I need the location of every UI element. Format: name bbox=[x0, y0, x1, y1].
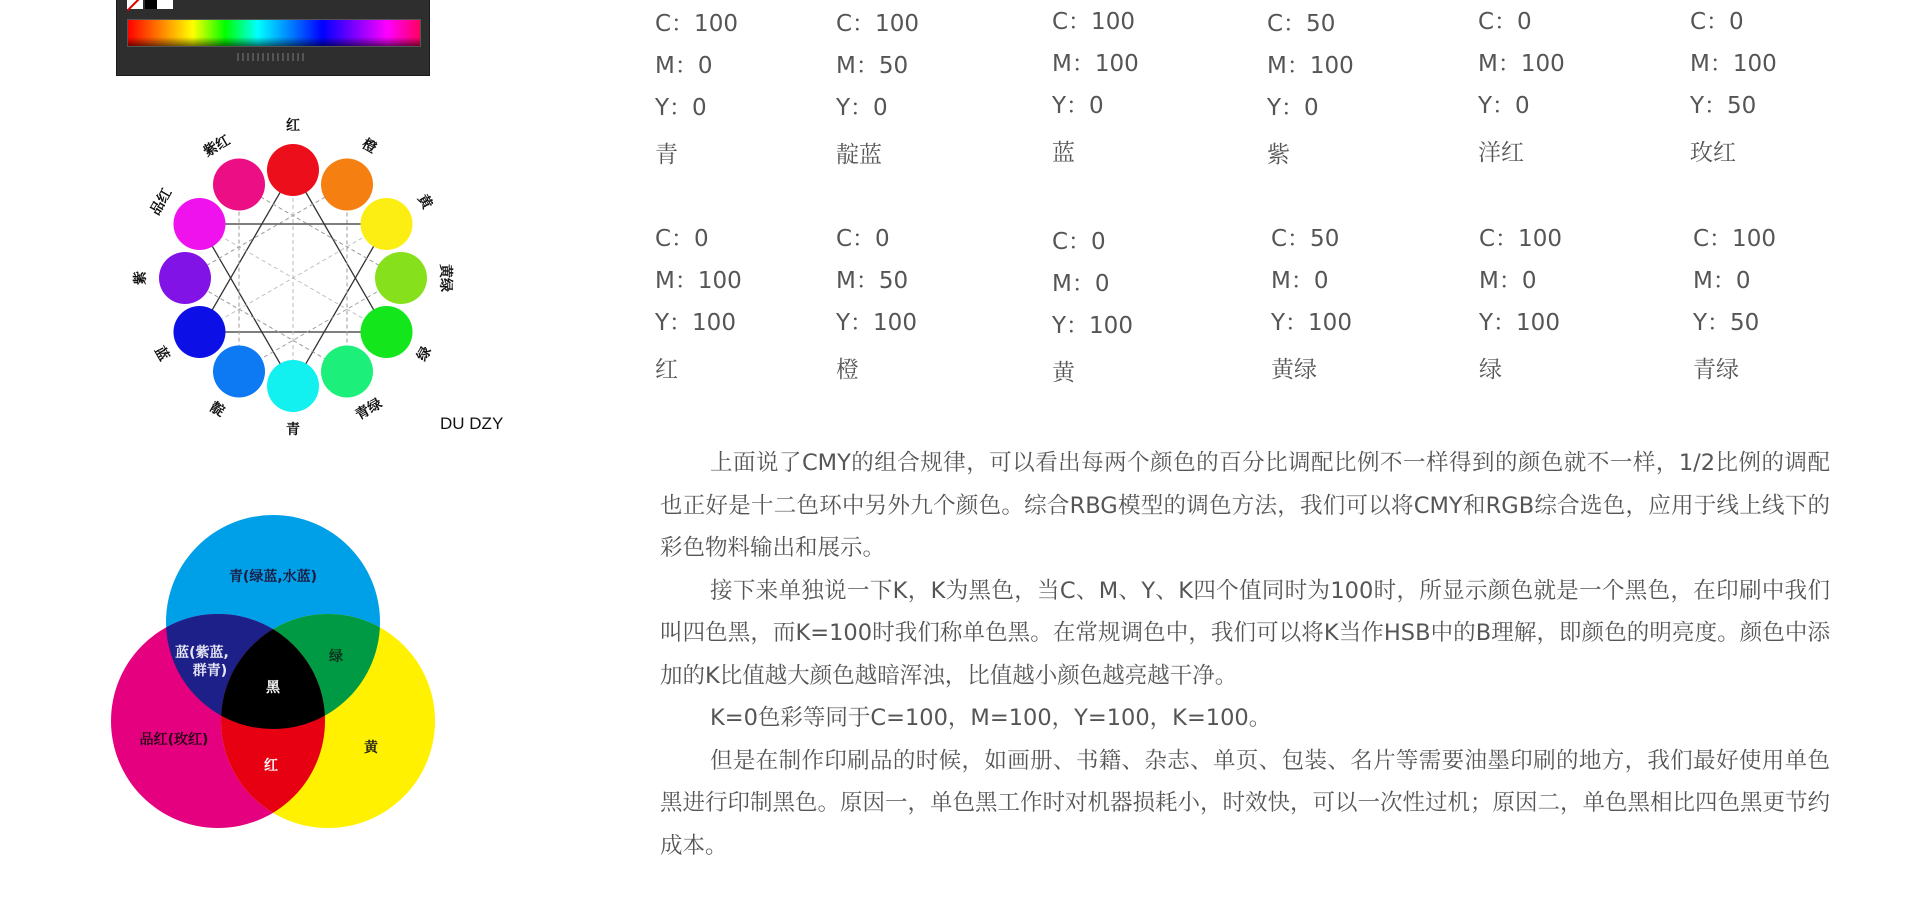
y-value: Y：100 bbox=[1271, 310, 1352, 336]
color-name: 橙 bbox=[836, 357, 859, 383]
color-picker-panel bbox=[116, 0, 430, 76]
c-value: C：100 bbox=[655, 11, 738, 37]
wheel-swatch-3 bbox=[375, 252, 427, 304]
m-value: M：0 bbox=[655, 53, 713, 79]
y-value: Y：100 bbox=[1052, 313, 1133, 339]
color-name: 玫红 bbox=[1690, 140, 1736, 166]
venn-label-blue-2: 群青) bbox=[192, 663, 228, 679]
y-value: Y：100 bbox=[836, 310, 917, 336]
c-value: C：100 bbox=[836, 11, 919, 37]
m-value: M：0 bbox=[1052, 271, 1110, 297]
wheel-label-4: 绿 bbox=[414, 343, 436, 365]
m-value: M：100 bbox=[655, 268, 742, 294]
wheel-label-0: 红 bbox=[286, 118, 300, 134]
m-value: M：0 bbox=[1479, 268, 1537, 294]
wheel-swatch-5 bbox=[321, 346, 373, 398]
m-value: M：100 bbox=[1267, 53, 1354, 79]
c-value: C：50 bbox=[1271, 226, 1340, 252]
wheel-label-11: 紫红 bbox=[200, 132, 234, 161]
wheel-label-6: 青 bbox=[286, 422, 300, 438]
c-value: C：100 bbox=[1052, 9, 1135, 35]
wheel-swatch-4 bbox=[361, 306, 413, 358]
wheel-swatch-10 bbox=[173, 198, 225, 250]
cmy-venn-diagram bbox=[110, 515, 450, 835]
color-name: 黄 bbox=[1052, 360, 1075, 386]
y-value: Y：0 bbox=[1478, 93, 1530, 119]
cmy-cell-red bbox=[655, 218, 742, 385]
c-value: C：0 bbox=[836, 226, 890, 252]
c-value: C：100 bbox=[1693, 226, 1776, 252]
color-name: 黄绿 bbox=[1271, 357, 1317, 383]
cmy-cell-indigo bbox=[836, 3, 919, 170]
venn-label-yellow: 黄 bbox=[364, 740, 378, 756]
wheel-swatch-9 bbox=[159, 252, 211, 304]
y-value: Y：100 bbox=[655, 310, 736, 336]
wheel-label-9: 紫 bbox=[133, 271, 149, 285]
wheel-swatch-1 bbox=[321, 158, 373, 210]
wheel-credit: DU DZY bbox=[440, 414, 504, 433]
wheel-swatch-0 bbox=[267, 144, 319, 196]
venn-label-red: 红 bbox=[264, 758, 278, 774]
color-name: 青 bbox=[655, 142, 678, 168]
venn-label-blue: 蓝(紫蓝, bbox=[175, 645, 229, 661]
m-value: M：0 bbox=[1271, 268, 1329, 294]
y-value: Y：50 bbox=[1693, 310, 1760, 336]
wheel-label-3: 黄绿 bbox=[437, 264, 453, 292]
color-name: 靛蓝 bbox=[836, 142, 882, 168]
color-name: 洋红 bbox=[1478, 140, 1524, 166]
c-value: C：50 bbox=[1267, 11, 1336, 37]
color-spectrum-bar bbox=[127, 19, 421, 47]
cmy-cell-blue bbox=[1052, 1, 1139, 168]
cmy-cell-orange bbox=[836, 218, 917, 385]
m-value: M：100 bbox=[1478, 51, 1565, 77]
cmy-cell-green bbox=[1479, 218, 1562, 385]
y-value: Y：100 bbox=[1479, 310, 1560, 336]
color-name: 紫 bbox=[1267, 142, 1290, 168]
no-color-swatch bbox=[127, 0, 143, 9]
cmy-cell-magenta bbox=[1478, 1, 1565, 168]
y-value: Y：0 bbox=[836, 95, 888, 121]
black-swatch bbox=[145, 0, 157, 9]
c-value: C：100 bbox=[1479, 226, 1562, 252]
venn-label-green: 绿 bbox=[329, 649, 343, 665]
paragraph-k-equivalence: K=0色彩等同于C=100，M=100，Y=100，K=100。 bbox=[710, 705, 1272, 731]
wheel-label-10: 品红 bbox=[147, 185, 176, 219]
paragraph-printing: 但是在制作印刷品的时候，如画册、书籍、杂志、单页、包装、名片等需要油墨印刷的地方，我们最好使用单色黑进行印制黑色。原因一，单色黑工作时对机器损耗小，时效快，可以一次性过机；原因二，单色黑相比四色黑更节约成本。 bbox=[660, 747, 1831, 859]
paragraph-cmy-rule: 上面说了CMY的组合规律，可以看出每两个颜色的百分比调配比例不一样得到的颜色就不一样，1/2比例的调配也正好是十二色环中另外九个颜色。综合RBG模型的调色方法，我们可以将CMY和RGB综合选色，应用于线上线下的彩色物料输出和展示。 bbox=[660, 450, 1830, 561]
m-value: M：50 bbox=[836, 53, 909, 79]
wheel-label-5: 青绿 bbox=[352, 395, 386, 424]
wheel-swatch-2 bbox=[361, 198, 413, 250]
cmy-cell-purple bbox=[1267, 3, 1354, 170]
cmy-cell-yellow-green bbox=[1271, 218, 1352, 385]
cmy-cell-cyan-green bbox=[1693, 218, 1776, 385]
wheel-label-2: 黄 bbox=[414, 191, 436, 213]
wheel-swatch-7 bbox=[213, 346, 265, 398]
cmy-cell-cyan bbox=[655, 3, 738, 170]
wheel-swatch-8 bbox=[173, 306, 225, 358]
wheel-swatch-6 bbox=[267, 360, 319, 412]
y-value: Y：0 bbox=[1267, 95, 1319, 121]
m-value: M：0 bbox=[1693, 268, 1751, 294]
venn-label-magenta: 品红(玫红) bbox=[139, 732, 209, 748]
y-value: Y：0 bbox=[655, 95, 707, 121]
twelve-color-wheel bbox=[110, 100, 453, 450]
m-value: M：50 bbox=[836, 268, 909, 294]
c-value: C：0 bbox=[1478, 9, 1532, 35]
wheel-swatch-11 bbox=[213, 158, 265, 210]
white-swatch bbox=[157, 0, 173, 9]
panel-grip bbox=[237, 53, 307, 61]
m-value: M：100 bbox=[1052, 51, 1139, 77]
color-name: 蓝 bbox=[1052, 140, 1075, 166]
y-value: Y：0 bbox=[1052, 93, 1104, 119]
c-value: C：0 bbox=[1052, 229, 1106, 255]
venn-label-black: 黑 bbox=[266, 680, 280, 696]
article-body bbox=[660, 442, 1830, 867]
cmy-cell-yellow bbox=[1052, 221, 1133, 388]
color-name: 青绿 bbox=[1693, 357, 1739, 383]
color-name: 绿 bbox=[1479, 357, 1502, 383]
wheel-label-1: 橙 bbox=[358, 135, 380, 157]
wheel-hexagram bbox=[185, 170, 401, 386]
paragraph-k-black: 接下来单独说一下K，K为黑色，当C、M、Y、K四个值同时为100时，所显示颜色就是一个黑色，在印刷中我们叫四色黑，而K=100时我们称单色黑。在常规调色中，我们可以将K当作HSB中的B理解，即颜色的明亮度。颜色中添加的K比值越大颜色越暗浑浊，比值越小颜色越亮越干净。 bbox=[660, 577, 1830, 689]
wheel-label-7: 靛 bbox=[206, 399, 228, 421]
c-value: C：0 bbox=[1690, 9, 1744, 35]
cmy-cell-rose bbox=[1690, 1, 1777, 168]
y-value: Y：50 bbox=[1690, 93, 1757, 119]
c-value: C：0 bbox=[655, 226, 709, 252]
m-value: M：100 bbox=[1690, 51, 1777, 77]
color-name: 红 bbox=[655, 357, 678, 383]
venn-label-cyan: 青(绿蓝,水蓝) bbox=[228, 569, 318, 585]
wheel-label-8: 蓝 bbox=[150, 343, 172, 365]
